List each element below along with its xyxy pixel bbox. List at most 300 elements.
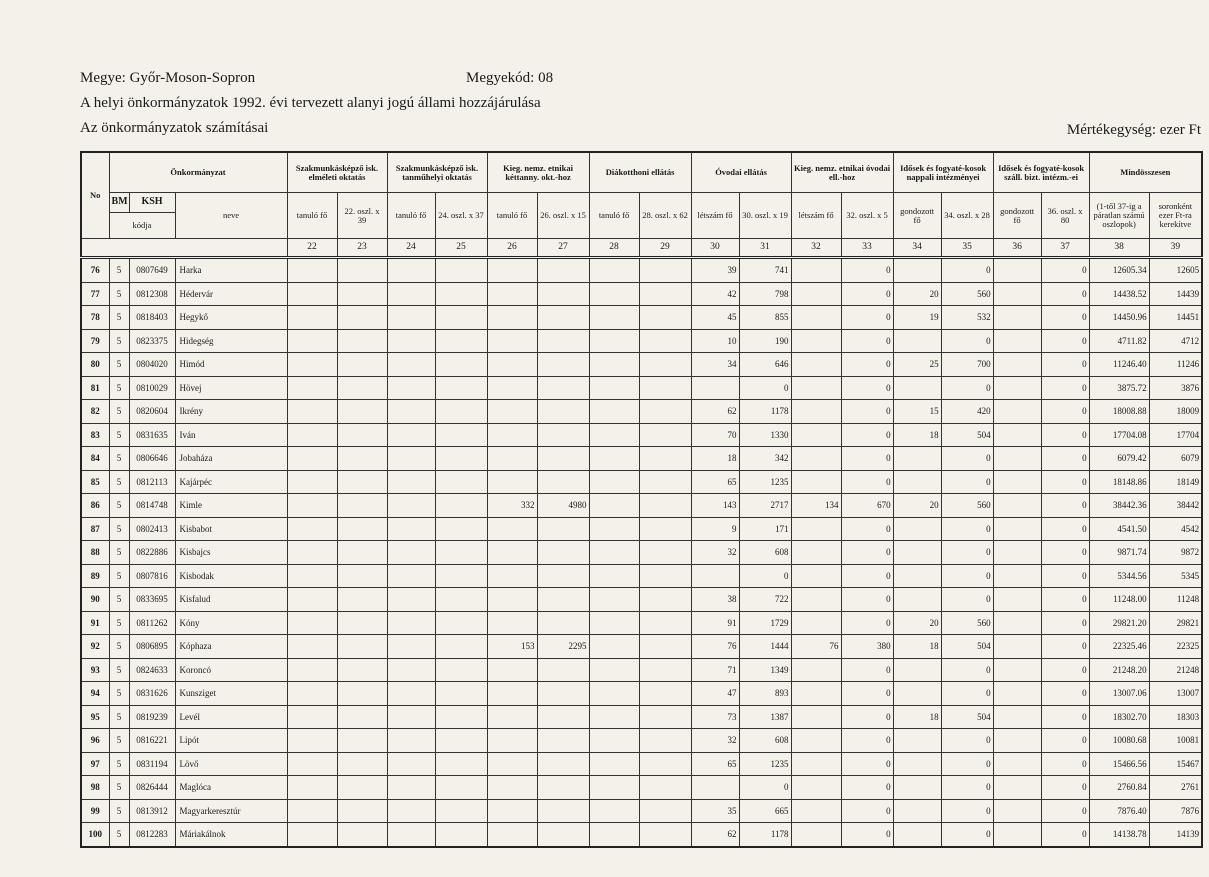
- group-head-2: Kieg. nemz. etnikai kéttanny. okt.-hoz: [487, 152, 589, 193]
- municipality-name: Magyarkeresztúr: [175, 799, 287, 823]
- table-row: [81, 729, 1202, 753]
- group-head-1: Szakmunkásképző isk. tanműhelyi oktatás: [387, 152, 487, 193]
- ksh-code: 0802413: [129, 517, 175, 541]
- bm-code: 5: [109, 306, 129, 330]
- table-cell: 0: [941, 517, 993, 541]
- table-cell: 35: [691, 799, 739, 823]
- sub-head: 22. oszl. x 39: [337, 193, 387, 239]
- sub-head: tanuló fő: [387, 193, 435, 239]
- row-number: 79: [81, 329, 109, 353]
- table-cell: 4542: [1149, 517, 1202, 541]
- col-number: 22: [287, 239, 337, 258]
- table-cell: 29821.20: [1089, 611, 1149, 635]
- table-row: [81, 329, 1202, 353]
- table-cell: [487, 611, 537, 635]
- table-cell: [893, 823, 941, 847]
- table-cell: [791, 400, 841, 424]
- table-cell: 0: [941, 376, 993, 400]
- table-cell: [435, 682, 487, 706]
- table-cell: [537, 376, 589, 400]
- row-number: 84: [81, 447, 109, 471]
- row-number: 88: [81, 541, 109, 565]
- table-cell: [589, 682, 639, 706]
- municipality-name: Kisbodak: [175, 564, 287, 588]
- table-cell: 14138.78: [1089, 823, 1149, 847]
- ksh-code: 0812113: [129, 470, 175, 494]
- table-cell: [537, 517, 589, 541]
- table-cell: 0: [1041, 423, 1089, 447]
- table-cell: 332: [487, 494, 537, 518]
- table-cell: 0: [941, 776, 993, 800]
- table-cell: [487, 329, 537, 353]
- table-cell: 0: [841, 329, 893, 353]
- bm-code: 5: [109, 588, 129, 612]
- table-cell: [337, 541, 387, 565]
- row-number: 91: [81, 611, 109, 635]
- table-cell: 0: [1041, 611, 1089, 635]
- table-cell: 17704.08: [1089, 423, 1149, 447]
- table-cell: 32: [691, 729, 739, 753]
- table-cell: [791, 353, 841, 377]
- table-cell: [639, 376, 691, 400]
- table-cell: 0: [841, 588, 893, 612]
- table-cell: [337, 306, 387, 330]
- table-cell: [639, 541, 691, 565]
- table-cell: [993, 729, 1041, 753]
- table-cell: [487, 776, 537, 800]
- table-cell: [387, 682, 435, 706]
- table-cell: [893, 658, 941, 682]
- table-cell: 76: [691, 635, 739, 659]
- table-cell: [287, 564, 337, 588]
- table-cell: [589, 823, 639, 847]
- table-cell: [435, 282, 487, 306]
- table-cell: [691, 776, 739, 800]
- table-cell: 10080.68: [1089, 729, 1149, 753]
- table-cell: 0: [941, 470, 993, 494]
- ksh-code: 0810029: [129, 376, 175, 400]
- table-cell: [337, 494, 387, 518]
- table-cell: 0: [941, 658, 993, 682]
- table-row: [81, 470, 1202, 494]
- table-cell: [287, 517, 337, 541]
- municipality-name: Iván: [175, 423, 287, 447]
- table-cell: [639, 306, 691, 330]
- row-number: 94: [81, 682, 109, 706]
- table-cell: [537, 776, 589, 800]
- table-cell: 9872: [1149, 541, 1202, 565]
- table-cell: [487, 282, 537, 306]
- table-cell: [993, 306, 1041, 330]
- table-cell: 11248: [1149, 588, 1202, 612]
- col-number: 26: [487, 239, 537, 258]
- table-cell: [993, 400, 1041, 424]
- table-row: [81, 400, 1202, 424]
- table-cell: [589, 376, 639, 400]
- ksh-code: 0826444: [129, 776, 175, 800]
- table-cell: 0: [841, 729, 893, 753]
- table-cell: 0: [1041, 494, 1089, 518]
- table-cell: [435, 776, 487, 800]
- sub-head: 32. oszl. x 5: [841, 193, 893, 239]
- ksh-code: 0831635: [129, 423, 175, 447]
- table-cell: 45: [691, 306, 739, 330]
- table-cell: 0: [739, 564, 791, 588]
- col-number: 39: [1149, 239, 1202, 258]
- table-cell: [589, 752, 639, 776]
- table-cell: [337, 823, 387, 847]
- table-cell: [337, 776, 387, 800]
- municipality-name: Kóny: [175, 611, 287, 635]
- table-cell: [435, 494, 487, 518]
- table-cell: [639, 752, 691, 776]
- table-cell: 1330: [739, 423, 791, 447]
- table-cell: [387, 611, 435, 635]
- table-cell: [639, 799, 691, 823]
- table-cell: [639, 447, 691, 471]
- table-cell: [337, 470, 387, 494]
- table-cell: [893, 258, 941, 283]
- table-cell: 18: [893, 423, 941, 447]
- table-cell: [287, 682, 337, 706]
- table-cell: [387, 282, 435, 306]
- col-head-kodja: kódja: [109, 213, 175, 239]
- table-cell: [791, 611, 841, 635]
- table-cell: 10: [691, 329, 739, 353]
- table-cell: 0: [841, 258, 893, 283]
- table-cell: [287, 729, 337, 753]
- sub-head: tanuló fő: [589, 193, 639, 239]
- table-cell: 1178: [739, 400, 791, 424]
- table-cell: 504: [941, 635, 993, 659]
- table-cell: [639, 470, 691, 494]
- table-cell: 0: [841, 306, 893, 330]
- table-cell: [387, 588, 435, 612]
- row-number: 80: [81, 353, 109, 377]
- table-cell: [993, 258, 1041, 283]
- bm-code: 5: [109, 517, 129, 541]
- table-cell: 0: [941, 729, 993, 753]
- table-cell: 3876: [1149, 376, 1202, 400]
- table-cell: [337, 258, 387, 283]
- table-cell: 646: [739, 353, 791, 377]
- ksh-code: 0806895: [129, 635, 175, 659]
- sub-head: létszám fő: [791, 193, 841, 239]
- col-number: 29: [639, 239, 691, 258]
- table-cell: [537, 541, 589, 565]
- table-cell: 0: [941, 258, 993, 283]
- table-cell: [993, 517, 1041, 541]
- table-cell: [993, 470, 1041, 494]
- table-cell: [487, 752, 537, 776]
- table-cell: [537, 470, 589, 494]
- table-cell: [435, 423, 487, 447]
- table-cell: [337, 353, 387, 377]
- col-head-no: No: [81, 152, 109, 239]
- table-cell: [791, 729, 841, 753]
- table-cell: [435, 799, 487, 823]
- table-cell: [537, 306, 589, 330]
- table-cell: 11246: [1149, 353, 1202, 377]
- table-cell: 4712: [1149, 329, 1202, 353]
- col-number: 37: [1041, 239, 1089, 258]
- table-row: [81, 635, 1202, 659]
- ksh-code: 0812283: [129, 823, 175, 847]
- table-cell: 18008.88: [1089, 400, 1149, 424]
- table-cell: 665: [739, 799, 791, 823]
- bm-code: 5: [109, 258, 129, 283]
- table-cell: [791, 423, 841, 447]
- table-cell: [791, 776, 841, 800]
- table-cell: 0: [841, 447, 893, 471]
- table-cell: 504: [941, 705, 993, 729]
- table-cell: [435, 588, 487, 612]
- table-cell: 0: [1041, 447, 1089, 471]
- table-cell: 70: [691, 423, 739, 447]
- table-cell: 12605: [1149, 258, 1202, 283]
- table-cell: 0: [1041, 517, 1089, 541]
- table-cell: [639, 729, 691, 753]
- table-cell: [537, 658, 589, 682]
- table-cell: [537, 611, 589, 635]
- table-cell: 0: [1041, 353, 1089, 377]
- table-row: [81, 353, 1202, 377]
- table-cell: [487, 470, 537, 494]
- table-cell: [387, 494, 435, 518]
- table-cell: 11248.00: [1089, 588, 1149, 612]
- table-cell: 190: [739, 329, 791, 353]
- table-cell: 5345: [1149, 564, 1202, 588]
- table-cell: [337, 517, 387, 541]
- ksh-code: 0818403: [129, 306, 175, 330]
- county-code: Megyekód: 08: [466, 70, 554, 86]
- table-cell: [387, 564, 435, 588]
- table-cell: [639, 282, 691, 306]
- table-cell: 0: [941, 564, 993, 588]
- table-cell: [435, 470, 487, 494]
- col-number: 36: [993, 239, 1041, 258]
- table-cell: [387, 517, 435, 541]
- table-cell: [537, 682, 589, 706]
- table-cell: 62: [691, 823, 739, 847]
- table-cell: 0: [841, 353, 893, 377]
- table-cell: [537, 729, 589, 753]
- table-cell: [387, 635, 435, 659]
- municipality-name: Hidegség: [175, 329, 287, 353]
- row-number: 97: [81, 752, 109, 776]
- table-cell: 65: [691, 752, 739, 776]
- table-cell: [337, 588, 387, 612]
- table-cell: 1235: [739, 752, 791, 776]
- table-cell: [589, 306, 639, 330]
- col-number: 38: [1089, 239, 1149, 258]
- table-cell: [435, 400, 487, 424]
- table-cell: [537, 447, 589, 471]
- table-cell: [487, 353, 537, 377]
- table-cell: 9871.74: [1089, 541, 1149, 565]
- table-cell: [993, 823, 1041, 847]
- table-cell: [993, 776, 1041, 800]
- municipality-name: Kimle: [175, 494, 287, 518]
- col-head-neve: neve: [175, 193, 287, 239]
- col-head-ksh: KSH: [129, 193, 175, 213]
- bm-code: 5: [109, 729, 129, 753]
- table-cell: [893, 564, 941, 588]
- table-cell: 143: [691, 494, 739, 518]
- municipality-name: Maglóca: [175, 776, 287, 800]
- table-cell: 2761: [1149, 776, 1202, 800]
- table-cell: [287, 705, 337, 729]
- table-cell: [639, 423, 691, 447]
- ksh-code: 0824633: [129, 658, 175, 682]
- sub-head: 26. oszl. x 15: [537, 193, 589, 239]
- table-cell: 14451: [1149, 306, 1202, 330]
- table-cell: 0: [841, 564, 893, 588]
- table-cell: 798: [739, 282, 791, 306]
- bm-code: 5: [109, 611, 129, 635]
- municipality-name: Lövő: [175, 752, 287, 776]
- table-cell: [387, 376, 435, 400]
- table-cell: 3875.72: [1089, 376, 1149, 400]
- municipality-name: Kisbabot: [175, 517, 287, 541]
- table-cell: [337, 658, 387, 682]
- table-cell: 1235: [739, 470, 791, 494]
- table-cell: [435, 447, 487, 471]
- bm-code: 5: [109, 282, 129, 306]
- table-cell: [387, 329, 435, 353]
- table-cell: [993, 705, 1041, 729]
- table-row: [81, 447, 1202, 471]
- table-cell: 14450.96: [1089, 306, 1149, 330]
- table-cell: 608: [739, 729, 791, 753]
- bm-code: 5: [109, 447, 129, 471]
- table-cell: 1178: [739, 823, 791, 847]
- table-cell: [993, 611, 1041, 635]
- table-cell: 14439: [1149, 282, 1202, 306]
- table-row: [81, 494, 1202, 518]
- table-cell: [537, 588, 589, 612]
- table-cell: [337, 729, 387, 753]
- row-number: 95: [81, 705, 109, 729]
- table-cell: 38: [691, 588, 739, 612]
- table-cell: [893, 729, 941, 753]
- table-cell: [893, 752, 941, 776]
- table-cell: [993, 682, 1041, 706]
- table-cell: 34: [691, 353, 739, 377]
- table-cell: [287, 494, 337, 518]
- table-cell: 0: [841, 423, 893, 447]
- table-cell: [287, 258, 337, 283]
- table-cell: 15: [893, 400, 941, 424]
- table-cell: 13007: [1149, 682, 1202, 706]
- table-row: [81, 258, 1202, 283]
- table-cell: [589, 611, 639, 635]
- table-cell: [487, 517, 537, 541]
- table-row: [81, 588, 1202, 612]
- table-cell: 15467: [1149, 752, 1202, 776]
- table-cell: [287, 588, 337, 612]
- table-cell: [537, 258, 589, 283]
- ksh-code: 0806646: [129, 447, 175, 471]
- table-cell: 18303: [1149, 705, 1202, 729]
- table-cell: [337, 423, 387, 447]
- table-cell: 13007.06: [1089, 682, 1149, 706]
- col-head-bm: BM: [109, 193, 129, 213]
- table-cell: [639, 776, 691, 800]
- table-cell: 670: [841, 494, 893, 518]
- ksh-code: 0816221: [129, 729, 175, 753]
- table-cell: [387, 400, 435, 424]
- table-cell: 14139: [1149, 823, 1202, 847]
- table-cell: 560: [941, 282, 993, 306]
- table-cell: 0: [1041, 635, 1089, 659]
- table-cell: [337, 282, 387, 306]
- table-cell: [893, 329, 941, 353]
- table-cell: 18149: [1149, 470, 1202, 494]
- table-cell: 2295: [537, 635, 589, 659]
- table-cell: [589, 541, 639, 565]
- row-number: 92: [81, 635, 109, 659]
- table-cell: [435, 306, 487, 330]
- table-cell: 71: [691, 658, 739, 682]
- table-cell: 560: [941, 611, 993, 635]
- row-number: 89: [81, 564, 109, 588]
- table-cell: [639, 517, 691, 541]
- table-cell: [487, 682, 537, 706]
- table-cell: [589, 423, 639, 447]
- table-cell: [893, 588, 941, 612]
- sub-head: gondozott fő: [893, 193, 941, 239]
- col-number: 34: [893, 239, 941, 258]
- table-cell: [589, 658, 639, 682]
- row-number: 87: [81, 517, 109, 541]
- table-cell: 342: [739, 447, 791, 471]
- ksh-code: 0823375: [129, 329, 175, 353]
- table-cell: [387, 658, 435, 682]
- table-cell: 18302.70: [1089, 705, 1149, 729]
- sub-head: (1-től 37-ig a páratlan számú oszlopok): [1089, 193, 1149, 239]
- table-cell: [387, 776, 435, 800]
- table-cell: [387, 423, 435, 447]
- table-cell: [639, 682, 691, 706]
- table-cell: 0: [841, 376, 893, 400]
- row-number: 78: [81, 306, 109, 330]
- table-cell: 38442.36: [1089, 494, 1149, 518]
- table-cell: [287, 376, 337, 400]
- table-cell: 21248: [1149, 658, 1202, 682]
- table-cell: [639, 258, 691, 283]
- table-cell: [435, 541, 487, 565]
- sub-head: 30. oszl. x 19: [739, 193, 791, 239]
- table-cell: [589, 776, 639, 800]
- table-cell: [589, 799, 639, 823]
- table-cell: 29821: [1149, 611, 1202, 635]
- sub-head: tanuló fő: [287, 193, 337, 239]
- table-cell: [487, 658, 537, 682]
- table-cell: 32: [691, 541, 739, 565]
- table-cell: [639, 823, 691, 847]
- table-cell: [791, 564, 841, 588]
- group-head-7: Idősek és fogyaté-kosok száll. bizt. intézm.-ei: [993, 152, 1089, 193]
- table-cell: [537, 799, 589, 823]
- table-cell: 608: [739, 541, 791, 565]
- municipality-name: Lipót: [175, 729, 287, 753]
- table-cell: [791, 588, 841, 612]
- table-cell: 722: [739, 588, 791, 612]
- table-cell: 0: [1041, 306, 1089, 330]
- table-cell: [487, 799, 537, 823]
- table-cell: [893, 776, 941, 800]
